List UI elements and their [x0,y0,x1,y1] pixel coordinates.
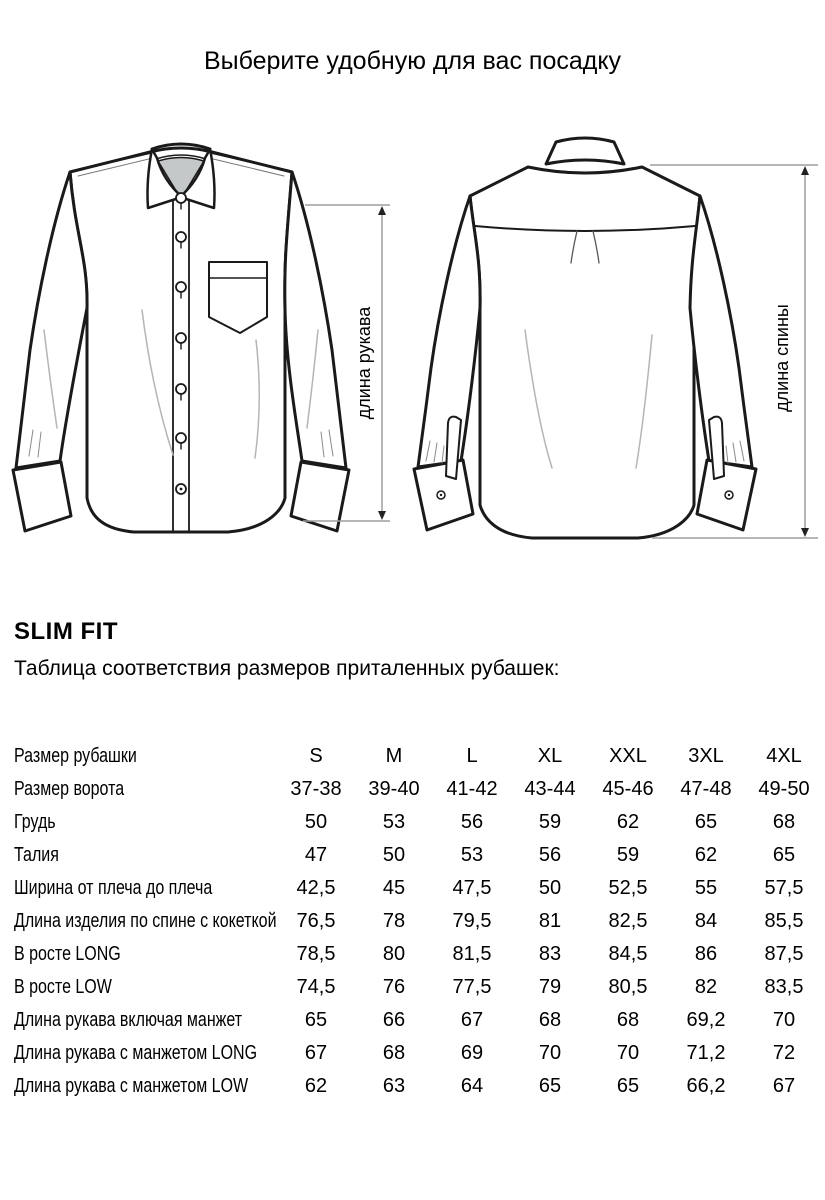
row-value: 76,5 [296,910,336,932]
row-label: В росте LONG [14,943,121,965]
row-value: 55 [694,877,718,899]
row-value: 41-42 [446,778,498,800]
row-value: 50 [538,877,562,899]
row-label: Длина рукава включая манжет [14,1009,243,1031]
front-shirt-drawing [13,144,349,532]
row-value: 65 [772,844,796,866]
row-value: 85,5 [764,910,804,932]
row-value: 86 [694,943,718,965]
row-value: 53 [460,844,484,866]
row-value: 65 [694,811,718,833]
size-table-body [14,740,823,1103]
row-value: 69,2 [686,1009,726,1031]
row-value: 67 [304,1042,328,1064]
table-row [14,1004,823,1037]
row-value: 39-40 [368,778,420,800]
table-row [14,773,823,806]
row-value: 64 [460,1075,484,1097]
row-value: 49-50 [758,778,810,800]
row-value: 56 [538,844,562,866]
row-value: 78,5 [296,943,336,965]
row-value: 68 [772,811,796,833]
row-value: 79 [538,976,562,998]
row-value: 81 [538,910,562,932]
row-value: 53 [382,811,406,833]
row-value: 72 [772,1042,796,1064]
row-label: Талия [14,844,59,866]
row-value: 47 [304,844,328,866]
row-value: 66,2 [686,1075,726,1097]
row-value: 70 [538,1042,562,1064]
sleeve-length-label: длина рукава [354,306,374,420]
size-table-subtitle: Таблица соответствия размеров приталенных рубашек: [14,657,560,680]
size-table [14,740,823,1103]
row-label: Длина рукава с манжетом LONG [14,1042,258,1064]
row-value: S [309,745,323,767]
table-row [14,905,823,938]
row-value: 76 [382,976,406,998]
row-value: 67 [772,1075,796,1097]
row-value: 63 [382,1075,406,1097]
row-value: 62 [616,811,640,833]
table-row [14,872,823,905]
row-value: 67 [460,1009,484,1031]
row-value: 65 [304,1009,328,1031]
row-label: Размер ворота [14,778,125,800]
row-value: 79,5 [452,910,492,932]
row-value: 80,5 [608,976,648,998]
row-value: 50 [304,811,328,833]
row-value: 43-44 [524,778,576,800]
page-title: Выберите удобную для вас посадку [203,47,622,75]
row-value: 80 [382,943,406,965]
row-value: 62 [304,1075,328,1097]
row-value: 68 [382,1042,406,1064]
shirt-measurement-diagram [0,0,825,580]
row-value: 37-38 [290,778,342,800]
row-value: 70 [616,1042,640,1064]
row-value: 42,5 [296,877,336,899]
row-value: 68 [616,1009,640,1031]
row-value: 66 [382,1009,406,1031]
row-label: Ширина от плеча до плеча [14,877,213,899]
row-value: 84,5 [608,943,648,965]
row-label: Длина рукава с манжетом LOW [14,1075,249,1097]
row-value: 47-48 [680,778,732,800]
table-row [14,740,823,773]
row-value: 3XL [688,745,724,767]
row-value: 65 [616,1075,640,1097]
row-value: 81,5 [452,943,492,965]
row-value: 47,5 [452,877,492,899]
table-row [14,839,823,872]
row-value: 83 [538,943,562,965]
row-value: 59 [538,811,562,833]
row-value: 45 [382,877,406,899]
table-row [14,971,823,1004]
table-row [14,1037,823,1070]
back-shirt-drawing [414,138,756,538]
back-length-label: длина спины [772,304,792,412]
row-value: 52,5 [608,877,648,899]
row-value: 77,5 [452,976,492,998]
row-label: В росте LOW [14,976,112,998]
row-value: 68 [538,1009,562,1031]
row-value: 82 [694,976,718,998]
row-value: 50 [382,844,406,866]
row-value: 59 [616,844,640,866]
row-value: 56 [460,811,484,833]
row-value: 87,5 [764,943,804,965]
row-value: 74,5 [296,976,336,998]
row-value: XL [537,745,563,767]
row-value: 83,5 [764,976,804,998]
row-value: L [466,745,478,767]
row-value: 78 [382,910,406,932]
row-value: 62 [694,844,718,866]
row-label: Размер рубашки [14,745,137,767]
row-label: Длина изделия по спине с кокеткой [14,910,277,932]
row-value: 70 [772,1009,796,1031]
row-value: 4XL [766,745,802,767]
row-value: 84 [694,910,718,932]
row-value: 45-46 [602,778,654,800]
table-row [14,1070,823,1103]
table-row [14,806,823,839]
row-value: 82,5 [608,910,648,932]
row-value: 71,2 [686,1042,726,1064]
row-value: 57,5 [764,877,804,899]
table-row [14,938,823,971]
row-value: XXL [609,745,647,767]
row-value: 65 [538,1075,562,1097]
row-value: M [385,745,403,767]
row-label: Грудь [14,811,56,833]
row-value: 69 [460,1042,484,1064]
fit-section-heading: SLIM FIT [14,618,118,645]
